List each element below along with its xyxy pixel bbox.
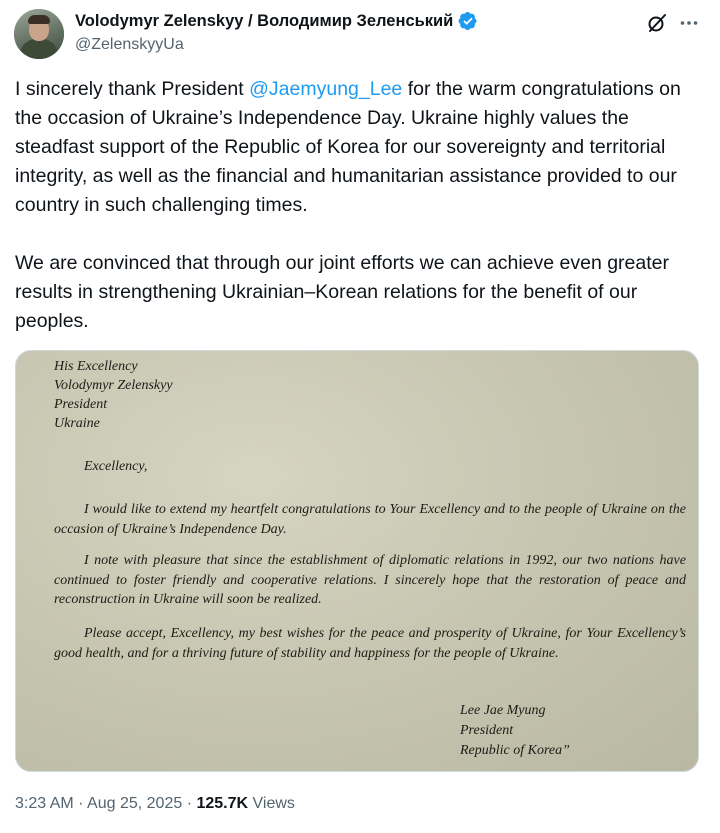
signature-line: President [460,723,514,738]
letter-paragraph: I note with pleasure that since the establishment of diplomatic relations in 1992, our two nations have continued to foster friendly and cooperative relations. I sincerely hope that the restoration of peace and reconstruction in Ukraine will soon be realized. [54,553,686,607]
author-display-name[interactable]: Volodymyr Zelenskyy / Володимир Зеленський [75,11,454,30]
tweet-text-part: I sincerely thank President [15,78,250,100]
letter-paragraph: Please accept, Excellency, my best wishes for the peace and prosperity of Ukraine, for Your Excellency’s good health, and for a thriving future of stability and happiness for the people of Ukraine. [54,626,686,661]
mention-link[interactable]: @Jaemyung_Lee [249,78,403,100]
author-avatar[interactable] [14,9,64,59]
recipient-line: His Excellency [54,359,138,374]
attached-letter-image[interactable] [15,350,699,772]
recipient-line: Volodymyr Zelenskyy [54,378,173,393]
more-options-icon[interactable] [678,12,700,34]
meta-separator: · [73,795,88,812]
salutation: Excellency, [84,459,148,474]
grok-icon[interactable] [646,12,668,34]
tweet-meta [15,795,295,813]
tweet-text-part: for the warm congratulations on the occasion of Ukraine’s Independence Day. Ukraine highly values the steadfast support of the Republic of Korea for our sovereignty and territorial integrity, as well as the financial and humanitarian assistance provided to our country in such challenging times. We are convinced that through our joint efforts we can achieve even greater results in strengthening Ukrainian–Korean relations for the benefit of our peoples. [15,78,681,332]
letter [16,351,698,771]
tweet-date[interactable]: Aug 25, 2025 [87,795,183,812]
recipient-line: President [54,397,108,412]
signature-line: Lee Jae Myung [460,703,546,718]
recipient-line: Ukraine [54,416,100,431]
views-count[interactable]: 125.7K [196,795,249,812]
author-handle[interactable]: @ZelenskyyUa [75,36,184,53]
letter-paragraph: I would like to extend my heartfelt congratulations to Your Excellency and to the people of Ukraine on the occasion of Ukraine’s Independence Day. [54,502,686,537]
meta-separator: · [182,795,197,812]
signature-line: Republic of Korea” [460,743,570,758]
author-name-row [75,11,478,31]
tweet-text [15,75,705,336]
verified-badge-icon[interactable] [458,11,478,31]
tweet-time[interactable]: 3:23 AM [15,795,74,812]
views-label: Views [248,795,295,812]
